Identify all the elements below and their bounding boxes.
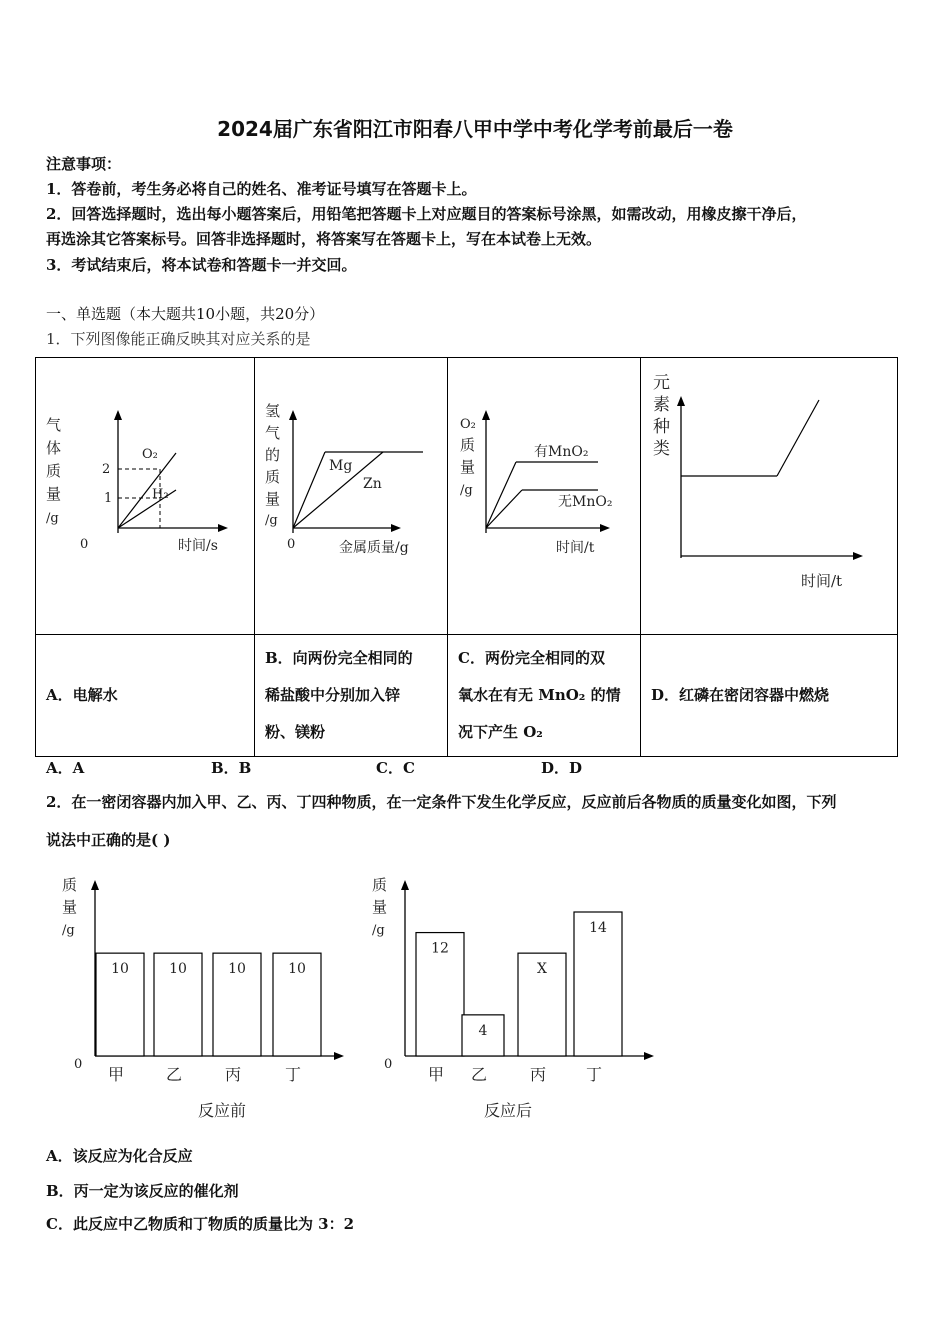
bar-label: 10 bbox=[228, 961, 246, 978]
graph-c-ylabel: /g bbox=[460, 483, 473, 498]
graph-a-ylabel: 质 bbox=[46, 462, 62, 480]
chart-title: 反应前 bbox=[197, 1101, 247, 1120]
graph-c-xlabel: 时间/t bbox=[556, 540, 595, 556]
q2-stem: 说法中正确的是( ) bbox=[46, 831, 171, 849]
caption-c: C．两份完全相同的双 氧水在有无 MnO₂ 的情 况下产生 O₂ bbox=[448, 635, 641, 757]
caption-d: D．红磷在密闭容器中燃烧 bbox=[641, 635, 898, 757]
graph-a-ylabel: 量 bbox=[46, 485, 62, 503]
bar-label: 4 bbox=[478, 1022, 488, 1039]
category-label: 丁 bbox=[284, 1065, 302, 1084]
graph-b-metals bbox=[255, 358, 447, 630]
q2-stem: 2．在一密闭容器内加入甲、乙、丙、丁四种物质，在一定条件下发生化学反应，反应前后各物质的质量变化如图，下列 bbox=[46, 793, 837, 811]
series-label-without-mno2: 无MnO₂ bbox=[558, 494, 613, 510]
y-axis-label: /g bbox=[372, 923, 385, 938]
y-axis-label: 质 bbox=[62, 876, 78, 894]
graph-a-ylabel: 气 bbox=[46, 416, 62, 434]
graph-d-xlabel: 时间/t bbox=[801, 572, 843, 590]
graph-d-phosphorus bbox=[641, 358, 897, 630]
category-label: 丙 bbox=[529, 1065, 547, 1084]
note-item: 2．回答选择题时，选出每小题答案后，用铅笔把答题卡上对应题目的答案标号涂黑，如需改动，用橡皮擦干净后， bbox=[46, 205, 807, 223]
note-item: 3．考试结束后，将本试卷和答题卡一并交回。 bbox=[46, 256, 357, 274]
notes-heading: 注意事项： bbox=[46, 155, 122, 173]
y-axis-label: 量 bbox=[62, 898, 78, 916]
graph-a-ylabel: /g bbox=[46, 511, 59, 526]
q2-option-a[interactable]: A．该反应为化合反应 bbox=[46, 1147, 193, 1165]
chart-before bbox=[40, 868, 360, 1128]
caption-a: A．电解水 bbox=[36, 635, 255, 757]
graph-b-ylabel: /g bbox=[265, 513, 278, 528]
category-label: 甲 bbox=[427, 1065, 445, 1084]
origin-label: 0 bbox=[74, 1057, 83, 1072]
series-label-with-mno2: 有MnO₂ bbox=[534, 444, 589, 460]
caption-b: B．向两份完全相同的 稀盐酸中分别加入锌 粉、镁粉 bbox=[255, 635, 448, 757]
note-item: 1．答卷前，考生务必将自己的姓名、准考证号填写在答题卡上。 bbox=[46, 180, 477, 198]
bar-label: 10 bbox=[169, 961, 187, 978]
graph-c-ylabel: O₂ bbox=[460, 417, 476, 432]
tick-label: 2 bbox=[102, 462, 111, 477]
series-label-o2: O₂ bbox=[142, 447, 158, 462]
bar-label: 10 bbox=[111, 961, 129, 978]
category-label: 乙 bbox=[165, 1065, 183, 1084]
q1-stem: 1．下列图像能正确反映其对应关系的是 bbox=[46, 330, 311, 348]
choice-a[interactable]: A．A bbox=[46, 759, 85, 777]
graph-d-ylabel: 元 bbox=[653, 373, 670, 393]
page-title: 2024届广东省阳江市阳春八甲中学中考化学考前最后一卷 bbox=[217, 117, 733, 141]
graph-d-ylabel: 种 bbox=[653, 417, 670, 437]
graph-a-electrolysis bbox=[36, 358, 254, 630]
q2-option-c[interactable]: C．此反应中乙物质和丁物质的质量比为 3：2 bbox=[46, 1215, 355, 1233]
graph-d-ylabel: 素 bbox=[653, 395, 670, 415]
series-label-mg: Mg bbox=[329, 458, 353, 474]
chart-title: 反应后 bbox=[483, 1101, 533, 1120]
section-heading: 一、单选题（本大题共10小题，共20分） bbox=[46, 305, 325, 323]
graph-a-xlabel: 时间/s bbox=[178, 538, 218, 554]
note-item: 再选涂其它答案标号。回答非选择题时，将答案写在答题卡上，写在本试卷上无效。 bbox=[46, 230, 602, 248]
graph-b-xlabel: 金属质量/g bbox=[339, 540, 409, 556]
y-axis-label: 质 bbox=[372, 876, 388, 894]
category-label: 丁 bbox=[585, 1065, 603, 1084]
bar-label: 14 bbox=[589, 920, 607, 936]
q1-graph-table bbox=[35, 357, 898, 757]
origin-label: 0 bbox=[384, 1057, 393, 1072]
graph-b-ylabel: 氢 bbox=[265, 402, 281, 420]
graph-d-ylabel: 类 bbox=[653, 439, 670, 459]
graph-c-peroxide bbox=[448, 358, 640, 630]
category-label: 甲 bbox=[107, 1065, 125, 1084]
bar-label: X bbox=[537, 961, 547, 978]
graph-a-ylabel: 体 bbox=[46, 439, 62, 457]
graph-b-ylabel: 量 bbox=[265, 490, 281, 508]
series-label-zn: Zn bbox=[363, 476, 382, 492]
y-axis-label: /g bbox=[62, 923, 75, 938]
chart-after bbox=[350, 868, 670, 1128]
bar-label: 10 bbox=[288, 961, 306, 978]
graph-c-ylabel: 量 bbox=[460, 458, 476, 476]
q2-option-b[interactable]: B．丙一定为该反应的催化剂 bbox=[46, 1182, 239, 1200]
choice-d[interactable]: D．D bbox=[541, 759, 583, 777]
tick-label: 1 bbox=[104, 491, 113, 506]
category-label: 丙 bbox=[224, 1065, 242, 1084]
choice-b[interactable]: B．B bbox=[211, 759, 252, 777]
origin-label: 0 bbox=[287, 537, 296, 552]
graph-b-ylabel: 气 bbox=[265, 424, 281, 442]
origin-label: 0 bbox=[80, 537, 89, 552]
bar-label: 12 bbox=[431, 940, 449, 957]
graph-b-ylabel: 的 bbox=[265, 446, 281, 464]
y-axis-label: 量 bbox=[372, 898, 388, 916]
choice-c[interactable]: C．C bbox=[376, 759, 415, 777]
graph-c-ylabel: 质 bbox=[460, 436, 476, 454]
graph-b-ylabel: 质 bbox=[265, 468, 281, 486]
category-label: 乙 bbox=[470, 1065, 488, 1084]
series-label-h2: H₂ bbox=[152, 487, 169, 502]
